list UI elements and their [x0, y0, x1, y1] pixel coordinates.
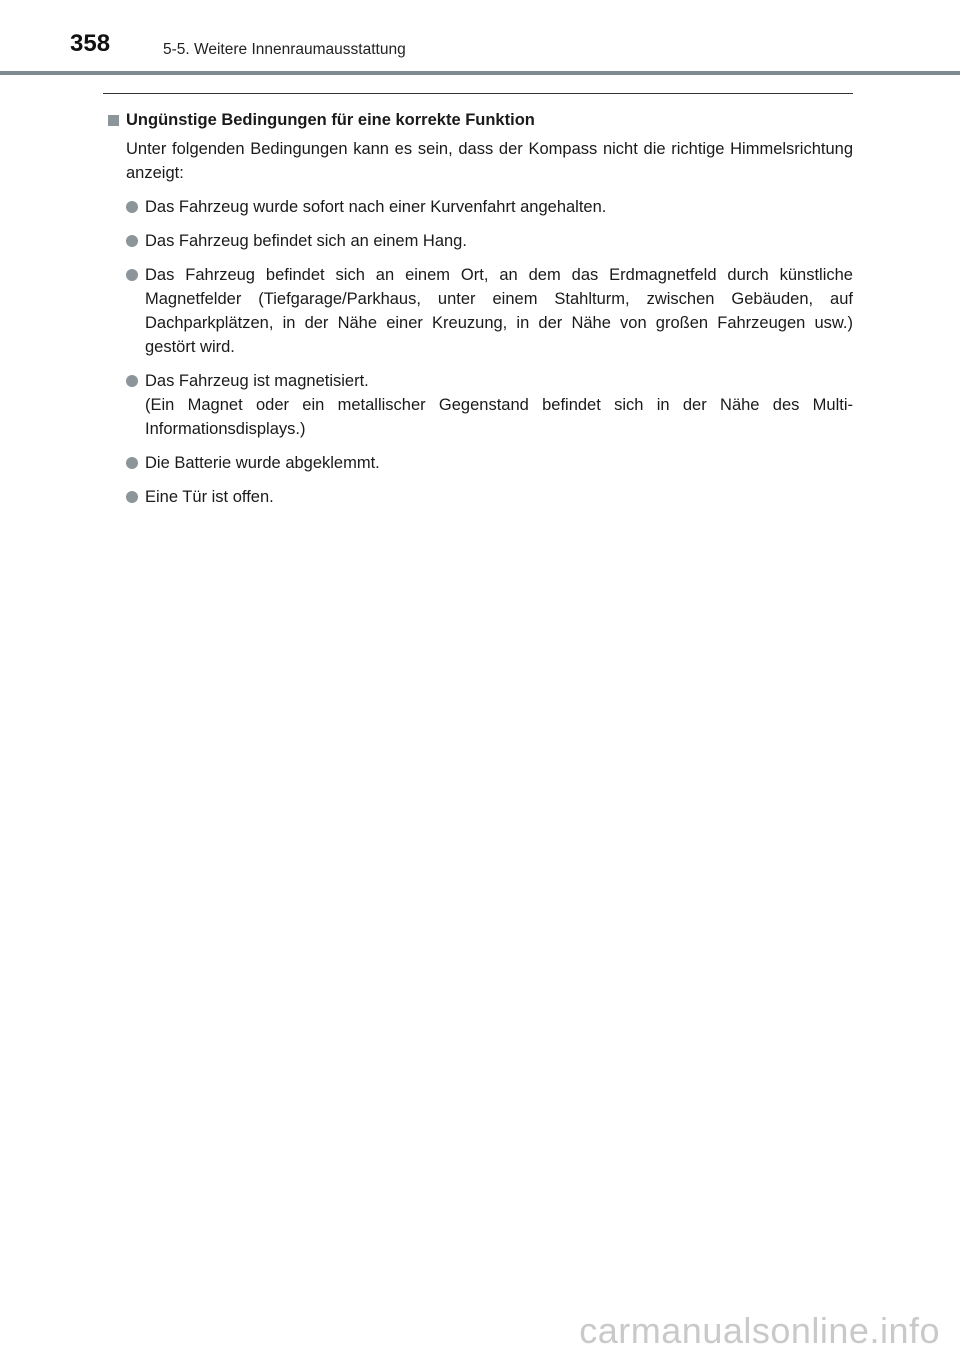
- round-bullet-icon: [126, 375, 138, 387]
- list-item: [126, 451, 853, 475]
- section-heading: [108, 108, 853, 132]
- list-item-text: Eine Tür ist offen.: [145, 488, 274, 506]
- list-item: [126, 485, 853, 509]
- list-item: [126, 229, 853, 253]
- list-item-text: Die Batterie wurde abgeklemmt.: [145, 454, 380, 472]
- page-number: 358: [70, 30, 111, 57]
- list-item: [126, 195, 853, 219]
- section-title: 5-5. Weitere Innenraumausstattung: [163, 41, 406, 58]
- round-bullet-icon: [126, 457, 138, 469]
- list-item-text: Das Fahrzeug befindet sich an einem Ort, an dem das Erdmagnetfeld durch künstliche Magnetfelder (Tiefgarage/Parkhaus, unter einem Stahlturm, zwischen Gebäuden, auf Dachparkplätzen, in der Nähe einer Kreuzung, in der Nähe von großen Fahrzeugen usw.) gestört wird.: [145, 266, 853, 356]
- content-divider: [103, 93, 853, 94]
- round-bullet-icon: [126, 235, 138, 247]
- section-heading-text: Ungünstige Bedingungen für eine korrekte Funktion: [126, 110, 535, 129]
- list-item-text: Das Fahrzeug befindet sich an einem Hang.: [145, 232, 467, 250]
- list-item: [126, 369, 853, 441]
- header-divider: [0, 71, 960, 75]
- round-bullet-icon: [126, 269, 138, 281]
- list-item-note: (Ein Magnet oder ein metallischer Gegenstand befindet sich in der Nähe des MultiInformationsdisplays.): [145, 396, 853, 438]
- intro-paragraph: Unter folgenden Bedingungen kann es sein, dass der Kompass nicht die richtige Himmelsrichtung anzeigt:: [126, 140, 853, 182]
- list-item: [126, 263, 853, 359]
- round-bullet-icon: [126, 491, 138, 503]
- round-bullet-icon: [126, 201, 138, 213]
- square-bullet-icon: [108, 115, 119, 126]
- watermark: carmanualsonline.info: [579, 1310, 940, 1351]
- main-content: [108, 108, 853, 519]
- list-item-text: Das Fahrzeug ist magnetisiert.: [145, 372, 369, 390]
- condition-list: [126, 195, 853, 509]
- list-item-text: Das Fahrzeug wurde sofort nach einer Kurvenfahrt angehalten.: [145, 198, 607, 216]
- page-header: [0, 0, 960, 78]
